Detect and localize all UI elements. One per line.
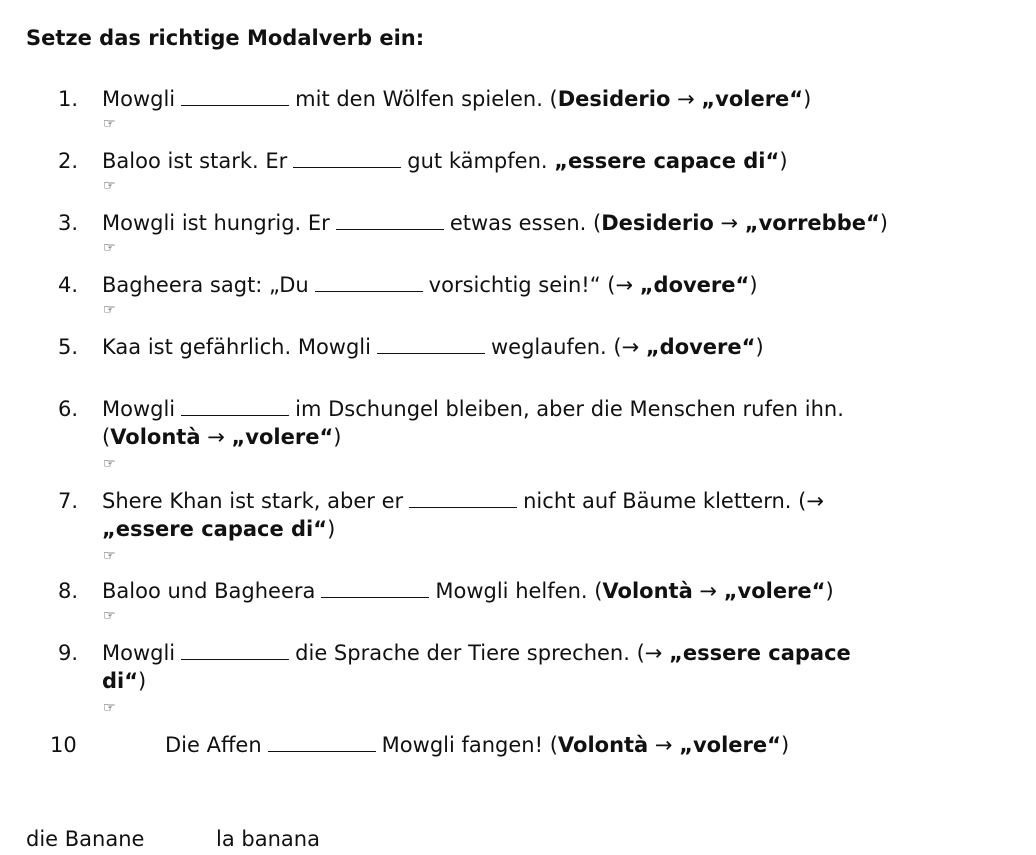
exercise-item-4 (58, 272, 758, 299)
exercise-item-7 (58, 488, 824, 515)
item-number: 2. (58, 149, 79, 173)
pointing-hand-icon: ☞ (103, 608, 116, 624)
item-number: 6. (58, 397, 79, 421)
arrow: → (670, 87, 702, 111)
answer-blank[interactable] (293, 150, 401, 168)
item-text: ) (879, 211, 888, 235)
exercise-item-10 (50, 732, 789, 759)
item-text: ) (825, 579, 834, 603)
hint-label: Desiderio (601, 211, 714, 235)
item-text: ) (803, 87, 812, 111)
item-number: 7. (58, 489, 79, 513)
item-text: nicht auf Bäume klettern. (→ (523, 489, 824, 513)
pointing-hand-icon: ☞ (103, 302, 116, 318)
item-number-digits: 10 (50, 733, 77, 757)
answer-blank[interactable] (377, 336, 485, 354)
answer-blank[interactable] (336, 212, 444, 230)
item-text: ) (755, 335, 764, 359)
item-text: Kaa ist gefährlich. Mowgli (102, 335, 371, 359)
item-text: gut kämpfen. (407, 149, 555, 173)
item-text: Baloo und Bagheera (102, 579, 316, 603)
item-text: die Sprache der Tiere sprechen. (→ (295, 641, 670, 665)
arrow: → (200, 425, 232, 449)
item-number: 3. (58, 211, 79, 235)
arrow: → (692, 579, 724, 603)
hint-verb: „vorrebbe“ (744, 211, 880, 235)
exercise-item-1 (58, 86, 811, 113)
item-text: weglaufen. (→ (490, 335, 646, 359)
exercise-item-6 (58, 396, 844, 423)
item-text: ) (138, 669, 147, 693)
hint-verb: „volere“ (679, 733, 781, 757)
item-text: ) (779, 149, 788, 173)
item-number: 1. (58, 87, 79, 111)
item-text: Mowgli ist hungrig. Er (102, 211, 330, 235)
item-text: Die Affen (165, 733, 262, 757)
arrow: → (713, 211, 745, 235)
item-text: im Dschungel bleiben, aber die Menschen rufen ihn. (295, 397, 844, 421)
item-text: Baloo ist stark. Er (102, 149, 288, 173)
hint-label: Desiderio (557, 87, 671, 111)
exercise-item-5 (58, 334, 764, 361)
hint-verb: „dovere“ (639, 273, 750, 297)
pointing-hand-icon: ☞ (103, 700, 116, 716)
hint-verb: „volere“ (231, 425, 334, 449)
item-number: 8. (58, 579, 79, 603)
exercise-item-7-continued (102, 516, 335, 543)
item-text: Mowgli helfen. ( (435, 579, 603, 603)
item-number: 5. (58, 335, 79, 359)
exercise-item-8 (58, 578, 834, 605)
item-text: ) (749, 273, 758, 297)
answer-blank[interactable] (181, 88, 289, 106)
pointing-hand-icon: ☞ (103, 548, 116, 564)
item-number: 9. (58, 641, 79, 665)
hint-verb: „volere“ (701, 87, 804, 111)
exercise-title: Setze das richtige Modalverb ein: (26, 26, 425, 50)
answer-blank[interactable] (321, 580, 429, 598)
hint-verb: di“ (102, 669, 139, 693)
hint-verb: „essere capace di“ (102, 517, 328, 541)
item-text: Mowgli (102, 87, 176, 111)
exercise-item-2 (58, 148, 788, 175)
exercise-item-6-continued (102, 424, 341, 451)
item-text: Bagheera sagt: „Du (102, 273, 309, 297)
answer-blank[interactable] (181, 398, 289, 416)
exercise-item-9-continued (102, 668, 146, 695)
hint-verb: „dovere“ (645, 335, 756, 359)
item-text: Mowgli (102, 641, 176, 665)
hint-label: Volontà (110, 425, 201, 449)
exercise-item-9 (58, 640, 851, 667)
vocab-german: die Banane (26, 827, 145, 851)
pointing-hand-icon: ☞ (103, 116, 116, 132)
item-text: Shere Khan ist stark, aber er (102, 489, 404, 513)
arrow: → (648, 733, 680, 757)
item-number: 4. (58, 273, 79, 297)
hint-verb: „essere capace di“ (554, 149, 780, 173)
item-text: ) (333, 425, 342, 449)
item-text: etwas essen. ( (449, 211, 602, 235)
hint-verb: „volere“ (723, 579, 826, 603)
answer-blank[interactable] (315, 274, 423, 292)
exercise-item-3 (58, 210, 888, 237)
item-number (50, 732, 165, 759)
item-text: mit den Wölfen spielen. ( (295, 87, 558, 111)
answer-blank[interactable] (409, 490, 517, 508)
pointing-hand-icon: ☞ (103, 178, 116, 194)
item-text: Mowgli fangen! ( (381, 733, 558, 757)
answer-blank[interactable] (268, 734, 376, 752)
answer-blank[interactable] (181, 642, 289, 660)
item-text: vorsichtig sein!“ (→ (428, 273, 640, 297)
item-text: ( (102, 425, 111, 449)
pointing-hand-icon: ☞ (103, 456, 116, 472)
hint-label: Volontà (602, 579, 693, 603)
item-text: ) (780, 733, 790, 757)
hint-verb: „essere capace (669, 641, 851, 665)
pointing-hand-icon: ☞ (103, 240, 116, 256)
item-text: ) (327, 517, 336, 541)
item-text: Mowgli (102, 397, 176, 421)
hint-label: Volontà (557, 733, 649, 757)
vocab-italian: la banana (216, 827, 320, 851)
